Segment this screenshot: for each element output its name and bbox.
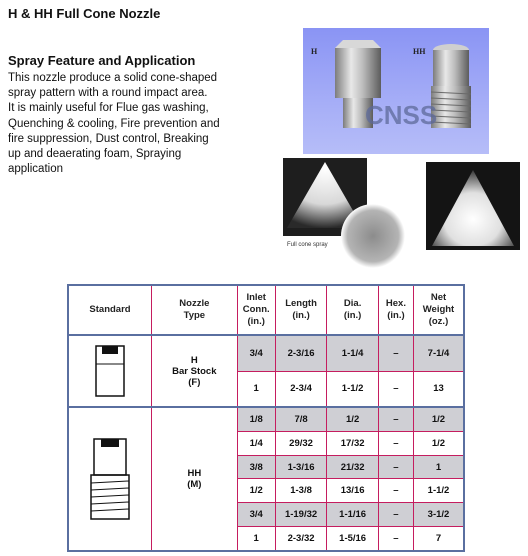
hh-threads	[91, 481, 129, 511]
header-nozzle-type: Nozzle Type	[152, 285, 238, 335]
cell: –	[378, 479, 413, 503]
cell: –	[378, 455, 413, 479]
cell: 21/32	[327, 455, 379, 479]
hh-nozzle-body	[433, 50, 469, 86]
h-nozzle-body	[335, 48, 381, 98]
cell: 2-3/16	[275, 335, 327, 371]
cell: 1/2	[413, 432, 464, 456]
cell: 3/4	[237, 503, 275, 527]
description-line: application	[8, 163, 63, 176]
page-title: H & HH Full Cone Nozzle	[8, 6, 161, 21]
description-line: fire suppression, Dust control, Breaking	[8, 132, 209, 145]
description-line: Quenching & cooling, Fire prevention and	[8, 117, 220, 130]
cell: 13/16	[327, 479, 379, 503]
spray-photo-2-drawing	[426, 162, 520, 250]
header-hex: Hex. (in.)	[378, 285, 413, 335]
spray-photo	[283, 158, 411, 270]
table-header-row	[68, 285, 464, 335]
hh-orifice	[101, 439, 119, 447]
cell: –	[378, 432, 413, 456]
cell: 1-1/4	[327, 335, 379, 371]
nozzle-type-hh: HH (M)	[152, 407, 238, 551]
feature-title: Spray Feature and Application	[8, 53, 196, 68]
cell: 1/4	[237, 432, 275, 456]
cell: 1	[237, 526, 275, 551]
label-hh: HH	[413, 47, 426, 56]
description-line: up and deaerating foam, Spraying	[8, 148, 182, 161]
description-line: This nozzle produce a solid cone-shaped	[8, 72, 218, 84]
cell: 1-19/32	[275, 503, 327, 527]
cell: 3-1/2	[413, 503, 464, 527]
cell: 13	[413, 371, 464, 407]
cell: –	[378, 503, 413, 527]
description-line: spray pattern with a round impact area.	[8, 87, 208, 100]
header-inlet: Inlet Conn. (in.)	[237, 285, 275, 335]
cell: 3/8	[237, 455, 275, 479]
cell: 1-1/2	[413, 479, 464, 503]
cell: 1	[413, 455, 464, 479]
table-row	[68, 407, 464, 432]
table-row	[68, 335, 464, 371]
cell: 1-3/16	[275, 455, 327, 479]
cell: 1-5/16	[327, 526, 379, 551]
nozzle-type-h: H Bar Stock (F)	[152, 335, 238, 407]
h-drawing-cell	[68, 335, 152, 407]
cell: 7-1/4	[413, 335, 464, 371]
cell: –	[378, 371, 413, 407]
label-h: H	[311, 47, 318, 56]
cell: 1/2	[237, 479, 275, 503]
cell: –	[378, 526, 413, 551]
cell: 1/2	[327, 407, 379, 432]
cell: 1	[237, 371, 275, 407]
header-weight: Net Weight (oz.)	[413, 285, 464, 335]
spray-photo-drawing	[283, 158, 411, 270]
cell: 7/8	[275, 407, 327, 432]
header-length: Length (in.)	[275, 285, 327, 335]
spray-caption: Full cone spray	[287, 242, 328, 248]
cell: 7	[413, 526, 464, 551]
description	[8, 71, 248, 177]
product-photo	[303, 28, 489, 154]
cell: 1-1/2	[327, 371, 379, 407]
description-line: It is mainly useful for Flue gas washing,	[8, 102, 209, 115]
cell: 1-1/16	[327, 503, 379, 527]
cell: 1/8	[237, 407, 275, 432]
spray-photo-2	[426, 162, 520, 250]
cell: 29/32	[275, 432, 327, 456]
nozzle-photo-drawing	[303, 28, 489, 154]
cell: 17/32	[327, 432, 379, 456]
h-nozzle-top	[335, 40, 381, 48]
cell: 1/2	[413, 407, 464, 432]
watermark: CNSS	[365, 100, 438, 130]
cell: 3/4	[237, 335, 275, 371]
cell: 1-3/8	[275, 479, 327, 503]
spec-table	[67, 284, 465, 552]
cell: 2-3/32	[275, 526, 327, 551]
impact-pattern	[341, 204, 405, 268]
h-nozzle-drawing	[90, 344, 130, 398]
header-standard: Standard	[68, 285, 152, 335]
h-orifice	[102, 346, 118, 354]
header-dia: Dia. (in.)	[327, 285, 379, 335]
cell: 2-3/4	[275, 371, 327, 407]
cell: –	[378, 407, 413, 432]
hh-drawing-cell	[68, 407, 152, 551]
hh-nozzle-drawing	[86, 435, 134, 523]
cell: –	[378, 335, 413, 371]
